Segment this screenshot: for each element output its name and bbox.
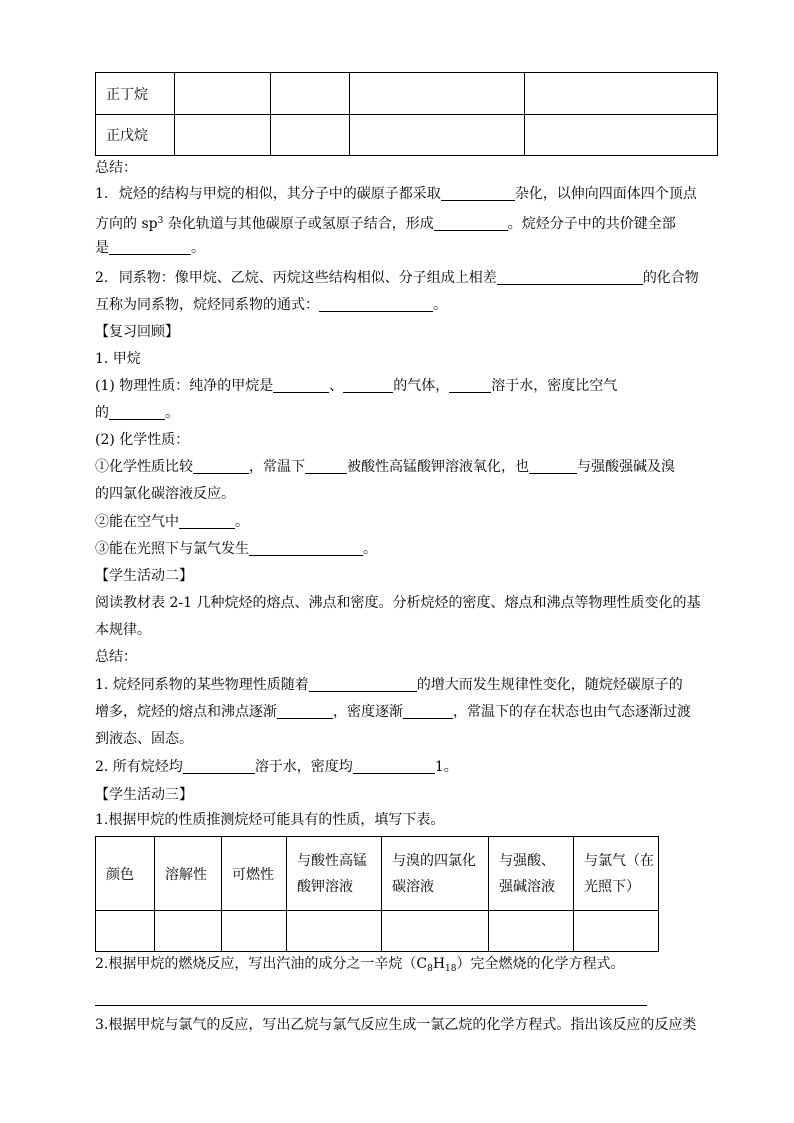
text: ③能在光照下与氯气发生 [95,541,249,557]
text: 被酸性高锰酸钾溶液氧化，也 [347,459,529,475]
activity2-summary-2 [95,757,458,779]
table-cell: 正丁烷 [96,73,175,115]
properties-table [95,836,659,952]
blank-underline [183,757,255,774]
text: 互称为同系物，烷烃同系物的通式： [95,297,319,313]
chem-item-2 [95,512,249,534]
chem-item-3 [95,539,377,561]
chemical-properties: (2) 化学性质： [95,432,190,448]
table-row [96,115,718,156]
text: 。 [235,514,249,530]
header-line: 与溴的四氯化 [392,852,476,869]
paragraph-number: 1. [95,186,109,202]
table-cell [350,73,525,115]
activity2-text-cont: 本规律。 [95,622,151,638]
blank-underline [109,403,165,420]
chem-item-1-cont: 的四氯化碳溶液反应。 [95,486,235,502]
blank-underline [277,702,333,719]
table-header-cell: 颜色 [96,837,155,911]
subscript: 8 [427,964,433,974]
activity2-summary-1-cont2: 到液态、固态。 [95,731,193,747]
table-header-cell [489,837,574,911]
physical-properties [95,376,617,398]
text: 2.根据甲烷的燃烧反应，写出汽油的成分之一辛烷（C [95,956,428,972]
blank-underline [273,376,329,393]
text: ②能在空气中 [95,514,179,530]
table-header-cell [382,837,489,911]
blank-underline [529,457,577,474]
activity3-question-2 [95,954,624,976]
text: 、 [329,378,344,394]
table-row [96,911,659,952]
summary-paragraph-2 [95,268,699,290]
table-cell [175,73,271,115]
table-header-cell: 可燃性 [222,837,287,911]
table-header-cell [574,837,659,911]
header-line: 强碱溶液 [499,878,555,895]
superscript: 3 [157,216,164,226]
text: ，密度逐渐 [333,704,403,720]
table-cell [287,911,382,952]
table-cell [222,911,287,952]
text: 同系物：像甲烷、乙烷、丙烷这些结构相似、分子组成上相差 [118,270,497,286]
blank-underline [319,295,433,312]
blank-underline [309,675,417,692]
blank-underline [441,184,515,201]
text: 杂化，以伸向四面体四个顶点 [514,186,697,202]
text: 的化合物 [642,270,699,286]
blank-underline [434,214,508,231]
summary-paragraph-1-cont2 [95,238,205,260]
activity2-summary-1-cont [95,702,691,724]
activity3-question-3: 3.根据甲烷与氯气的反应，写出乙烷与氯气反应生成一氯乙烷的化学方程式。指出该反应的反应类 [95,1017,697,1033]
table-cell [271,73,350,115]
text: ，常温下 [249,459,305,475]
text: 与强酸强碱及溴 [577,459,675,475]
table-cell [155,911,222,952]
table-cell [525,115,718,156]
subscript: 18 [445,964,457,974]
table-cell [350,115,525,156]
text: H [432,956,446,972]
text: 。 [433,297,447,313]
blank-underline [449,376,491,393]
blank-underline [497,268,643,285]
header-line: 与酸性高锰 [297,852,367,869]
answer-line [95,1005,647,1006]
text: 溶于水，密度比空气 [491,378,618,394]
text: ）完全燃烧的化学方程式。 [456,956,625,972]
text: ，常温下的存在状态也由气态逐渐过渡 [453,704,691,720]
blank-underline [249,539,363,556]
review-heading: 【复习回顾】 [95,324,179,340]
blank-underline [179,512,235,529]
blank-underline [353,757,435,774]
header-line: 与氯气（在 [584,852,654,869]
blank-underline [305,457,347,474]
physical-properties-cont [95,403,179,425]
table-cell [271,115,350,156]
table-cell [525,73,718,115]
activity2-text: 阅读教材表 2-1 几种烷烃的熔点、沸点和密度。分析烷烃的密度、熔点和沸点等物理性质变化的基 [95,595,701,611]
chem-item-1 [95,457,675,479]
activity3-question-1: 1.根据甲烷的性质推测烷烃可能具有的性质，填写下表。 [95,812,445,828]
activity3-heading: 【学生活动三】 [95,787,193,803]
table-header-cell [287,837,382,911]
table-header-cell: 溶解性 [155,837,222,911]
text: 。烷烃分子中的共价键全部 [507,216,676,232]
table-row [96,73,718,115]
table-cell [574,911,659,952]
text: 溶于水，密度均 [254,759,353,775]
text: 的 [95,405,109,421]
table-cell: 正戊烷 [96,115,175,156]
text: 杂化轨道与其他碳原子或氢原子结合，形成 [163,216,434,232]
paragraph-number: 2. [95,270,109,286]
table-cell [489,911,574,952]
table-header-row [96,837,659,911]
table-cell [175,115,271,156]
activity2-summary-1 [95,675,683,697]
text: 的增大而发生规律性变化，随烷烃碳原子的 [416,677,683,693]
summary-heading: 总结： [95,160,137,176]
summary-paragraph-1 [95,184,697,206]
text: 方向的 sp [95,216,158,232]
header-line: 酸钾溶液 [297,878,353,895]
blank-underline [109,238,191,255]
blank-underline [193,457,249,474]
header-line: 与强酸、 [499,852,555,869]
text: 。 [191,240,205,256]
header-line: 光照下） [584,878,640,895]
text: 。 [363,541,377,557]
review-item-1: 1. 甲烷 [95,351,141,367]
alkane-table [95,72,718,156]
blank-underline [403,702,453,719]
text: ①化学性质比较 [95,459,193,475]
summary-paragraph-2-cont [95,295,447,317]
text: 。 [165,405,179,421]
activity2-heading: 【学生活动二】 [95,568,193,584]
text: (1) 物理性质：纯净的甲烷是 [95,378,274,394]
table-cell [382,911,489,952]
text: 1. 烷烃同系物的某些物理性质随着 [95,677,309,693]
header-line: 碳溶液 [392,878,434,895]
summary-paragraph-1-cont [95,211,676,233]
activity2-summary-heading: 总结： [95,649,137,665]
text: 烷烃的结构与甲烷的相似，其分子中的碳原子都采取 [118,186,441,202]
blank-underline [343,376,393,393]
text: 是 [95,240,109,256]
text: 增多，烷烃的熔点和沸点逐渐 [95,704,277,720]
text: 2. 所有烷烃均 [95,759,183,775]
text: 的气体， [393,378,450,394]
text: 1。 [434,759,458,775]
table-cell [96,911,155,952]
